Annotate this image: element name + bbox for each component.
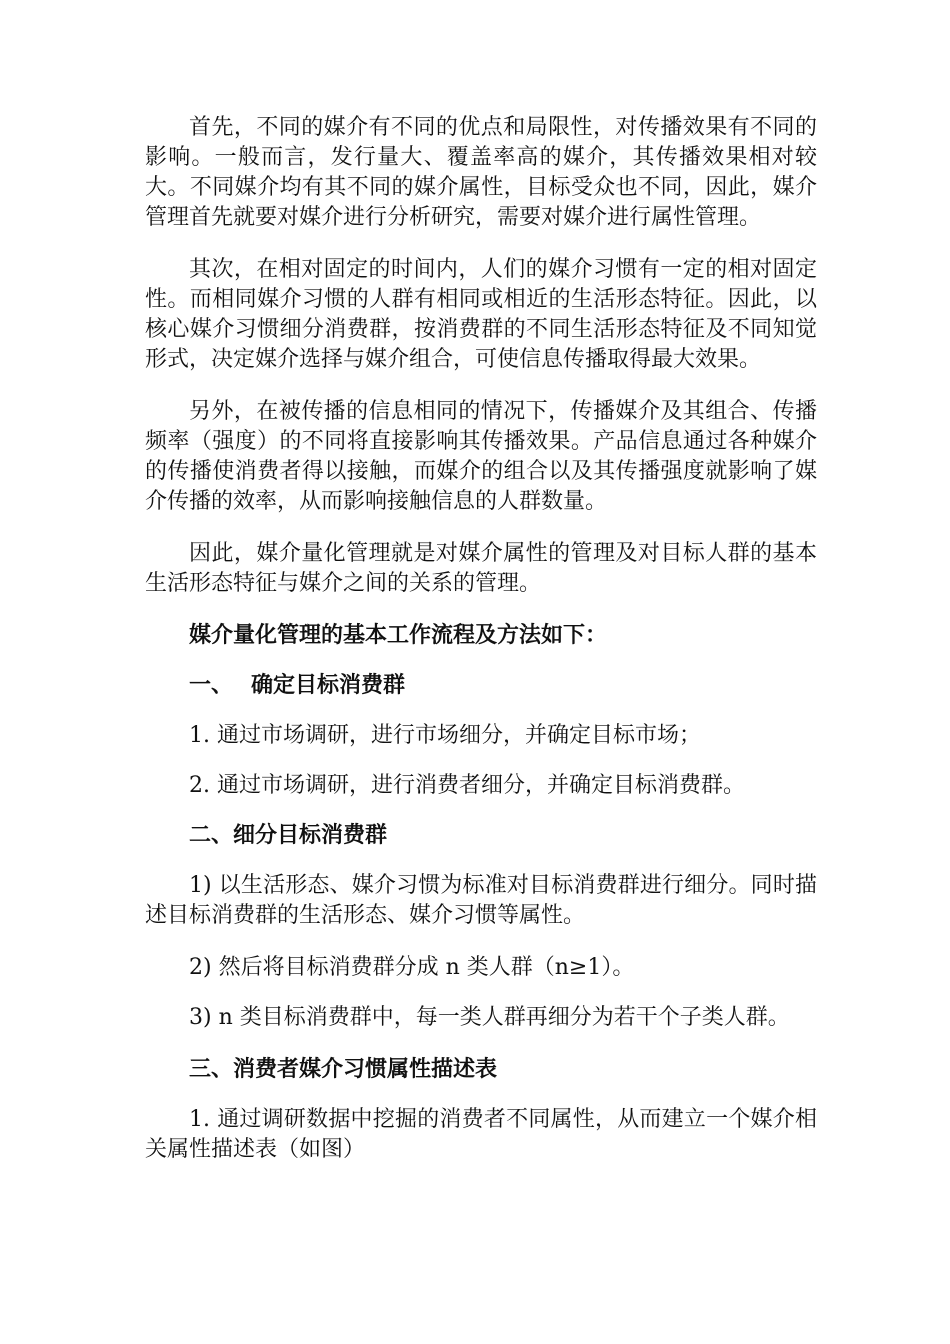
paragraph-media-attributes: 首先，不同的媒介有不同的优点和局限性，对传播效果有不同的影响。一般而言，发行量大、覆盖率高的媒介，其传播效果相对较大。不同媒介均有其不同的媒介属性，目标受众也不同，因此，媒介管理首先就要对媒介进行分析研究，需要对媒介进行属性管理。 <box>145 115 817 230</box>
paragraph-quantified-management: 因此，媒介量化管理就是对媒介属性的管理及对目标人群的基本生活形态特征与媒介之间的关系的管理。 <box>145 541 817 596</box>
section-1-title: 确定目标消费群 <box>251 673 406 698</box>
section-1-item-1: 1. 通过市场调研，进行市场细分，并确定目标市场； <box>189 723 701 748</box>
heading-workflow: 媒介量化管理的基本工作流程及方法如下： <box>189 623 608 648</box>
section-1-number: 一、 <box>189 673 234 698</box>
paragraph-media-combination: 另外，在被传播的信息相同的情况下，传播媒介及其组合、传播频率（强度）的不同将直接影响其传播效果。产品信息通过各种媒介的传播使消费者得以接触，而媒介的组合以及其传播强度就影响了媒介传播的效率，从而影响接触信息的人群数量。 <box>145 399 817 514</box>
heading-section-3: 三、消费者媒介习惯属性描述表 <box>189 1057 498 1082</box>
heading-section-2: 二、细分目标消费群 <box>189 823 388 848</box>
section-3-item-1: 1. 通过调研数据中挖掘的消费者不同属性，从而建立一个媒介相关属性描述表（如图） <box>145 1107 817 1162</box>
section-1-item-2: 2. 通过市场调研，进行消费者细分，并确定目标消费群。 <box>189 773 745 798</box>
heading-section-1 <box>145 671 817 701</box>
document-body <box>145 113 817 1187</box>
section-2-item-2: 2) 然后将目标消费群分成 n 类人群（n≥1）。 <box>189 955 635 980</box>
section-2-item-3: 3) n 类目标消费群中，每一类人群再细分为若干个子类人群。 <box>189 1005 790 1030</box>
paragraph-media-habits: 其次，在相对固定的时间内，人们的媒介习惯有一定的相对固定性。而相同媒介习惯的人群有相同或相近的生活形态特征。因此，以核心媒介习惯细分消费群，按消费群的不同生活形态特征及不同知觉形式，决定媒介选择与媒介组合，可使信息传播取得最大效果。 <box>145 257 817 372</box>
section-2-item-1: 1) 以生活形态、媒介习惯为标准对目标消费群进行细分。同时描述目标消费群的生活形态、媒介习惯等属性。 <box>145 873 817 928</box>
